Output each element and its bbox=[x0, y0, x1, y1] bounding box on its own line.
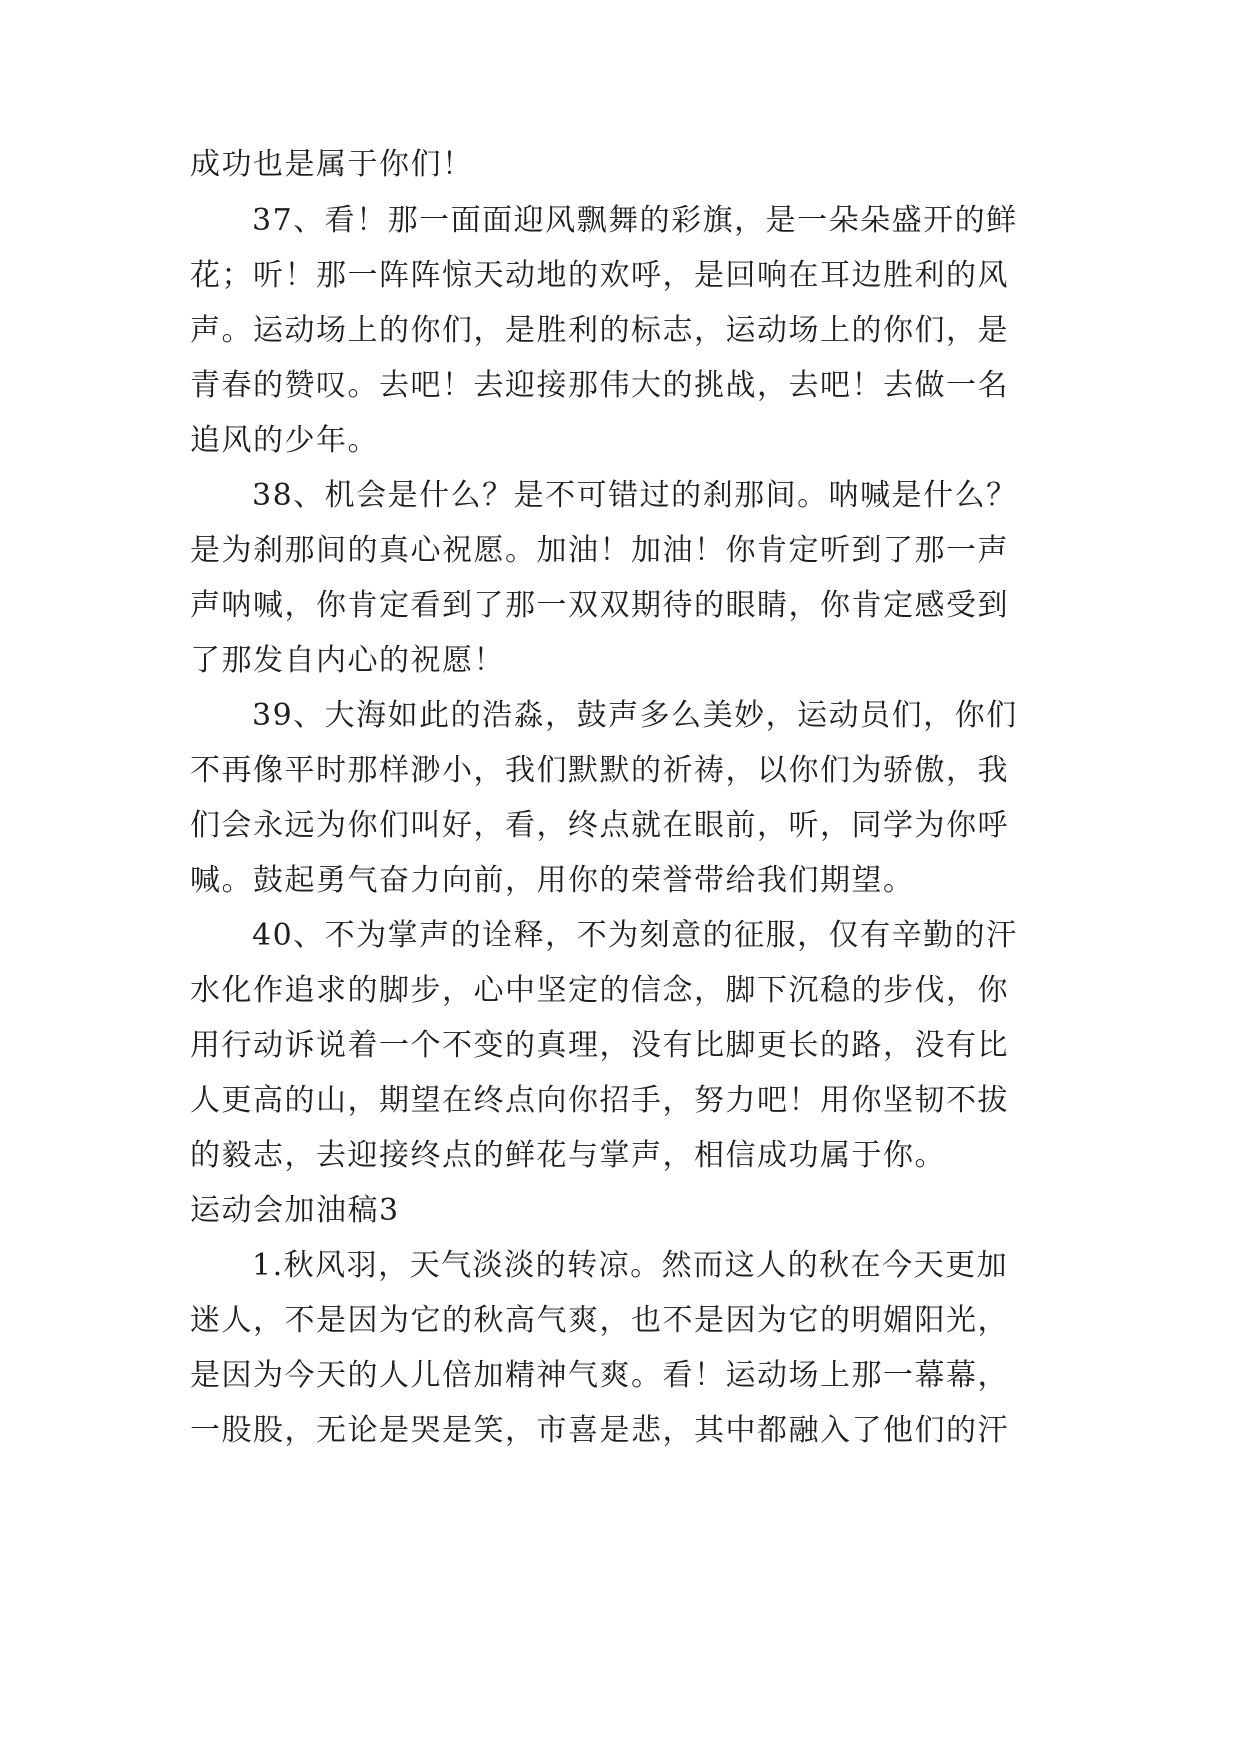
text-line: 青春的赞叹。去吧！去迎接那伟大的挑战，去吧！去做一名 bbox=[190, 368, 1009, 403]
text-line: 追风的少年。 bbox=[190, 423, 379, 458]
paragraph-37-line: 37、看！那一面面迎风飘舞的彩旗，是一朵朵盛开的鲜 bbox=[252, 203, 1018, 238]
paragraph-1-line: 1.秋风羽，天气淡淡的转凉。然而这人的秋在今天更加 bbox=[252, 1248, 1009, 1283]
paragraph-39-line: 39、大海如此的浩淼，鼓声多么美妙，运动员们，你们 bbox=[252, 698, 1018, 733]
paragraph-40-line: 40、不为掌声的诠释，不为刻意的征服，仅有辛勤的汗 bbox=[252, 918, 1018, 953]
paragraph-38-line: 38、机会是什么？是不可错过的刹那间。呐喊是什么？ bbox=[252, 478, 1018, 513]
text-line: 是为刹那间的真心祝愿。加油！加油！你肯定听到了那一声 bbox=[190, 533, 1009, 568]
text-line: 人更高的山，期望在终点向你招手，努力吧！用你坚韧不拔 bbox=[190, 1083, 1009, 1118]
text-line: 成功也是属于你们！ bbox=[190, 147, 474, 182]
section-heading: 运动会加油稿3 bbox=[190, 1193, 400, 1228]
text-line: 水化作追求的脚步，心中坚定的信念，脚下沉稳的步伐，你 bbox=[190, 973, 1009, 1008]
text-line: 的毅志，去迎接终点的鲜花与掌声，相信成功属于你。 bbox=[190, 1138, 946, 1173]
text-line: 们会永远为你们叫好，看，终点就在眼前，听，同学为你呼 bbox=[190, 808, 1009, 843]
text-line: 一股股，无论是哭是笑，市喜是悲，其中都融入了他们的汗 bbox=[190, 1413, 1009, 1448]
text-line: 喊。鼓起勇气奋力向前，用你的荣誉带给我们期望。 bbox=[190, 863, 915, 898]
text-line: 声。运动场上的你们，是胜利的标志，运动场上的你们，是 bbox=[190, 313, 1009, 348]
text-line: 不再像平时那样渺小，我们默默的祈祷，以你们为骄傲，我 bbox=[190, 753, 1009, 788]
text-line: 了那发自内心的祝愿！ bbox=[190, 643, 505, 678]
text-line: 用行动诉说着一个不变的真理，没有比脚更长的路，没有比 bbox=[190, 1028, 1009, 1063]
text-line: 花；听！那一阵阵惊天动地的欢呼，是回响在耳边胜利的风 bbox=[190, 258, 1009, 293]
text-line: 声呐喊，你肯定看到了那一双双期待的眼睛，你肯定感受到 bbox=[190, 588, 1009, 623]
text-line: 迷人，不是因为它的秋高气爽，也不是因为它的明媚阳光， bbox=[190, 1303, 1009, 1338]
text-line: 是因为今天的人儿倍加精神气爽。看！运动场上那一幕幕， bbox=[190, 1358, 1009, 1393]
